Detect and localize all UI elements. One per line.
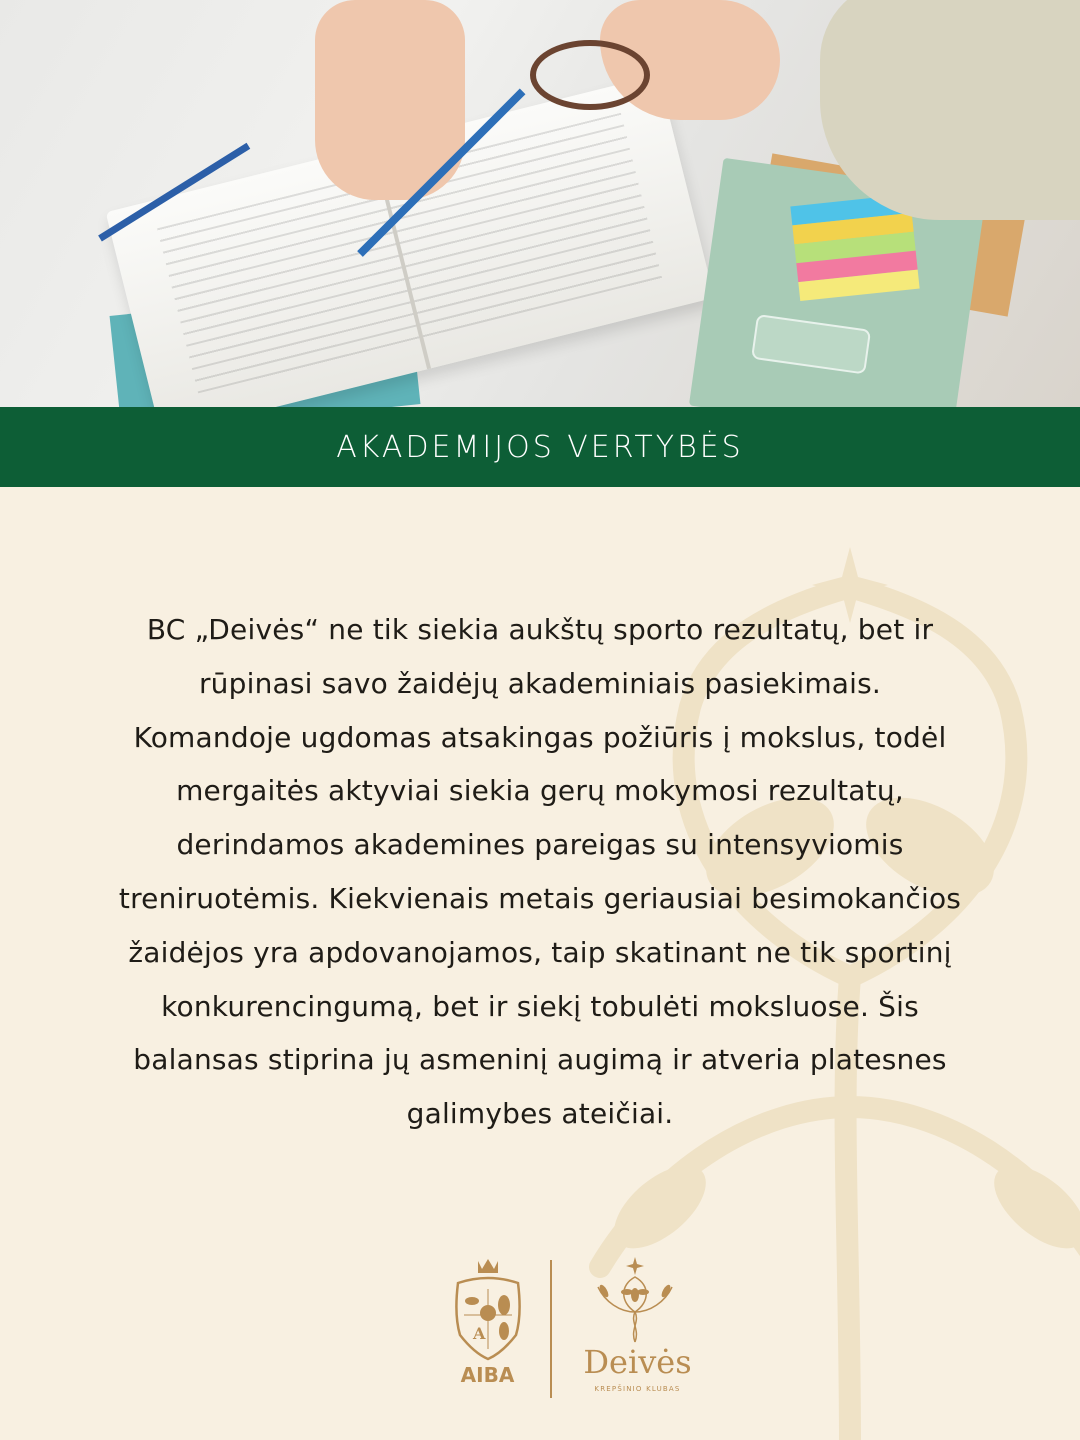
page-title: AKADEMIJOS VERTYBĖS: [336, 429, 744, 465]
content-area: [0, 487, 1080, 1440]
aiba-crest-letter: A: [473, 1324, 486, 1343]
body-line: mergaitės aktyviai siekia gerų mokymosi rezultatų,: [176, 774, 904, 808]
body-line: treniruotėmis. Kiekvienais metais geriausiai besimokančios: [118, 881, 962, 915]
body-line: Komandoje ugdomas atsakingas požiūris į mokslus, todėl: [133, 720, 947, 754]
logos-footer: [440, 1255, 700, 1405]
aiba-crest-icon: [450, 1255, 526, 1363]
title-banner: [0, 407, 1080, 487]
glasses-shape: [530, 40, 650, 110]
deives-logo-subtitle: KREPŠINIO KLUBAS: [594, 1385, 681, 1393]
deives-logo-text: Deivės: [583, 1343, 692, 1381]
body-line: derindamos akademines pareigas su intensyviomis: [176, 828, 904, 862]
body-line: rūpinasi savo žaidėjų akademiniais pasiekimais.: [198, 666, 882, 700]
deives-emblem-icon: [590, 1257, 680, 1347]
body-line: balansas stiprina jų asmeninį augimą ir atveria platesnes: [133, 1043, 947, 1077]
sleeve-shape: [820, 0, 1080, 220]
aiba-logo-text: AIBA: [460, 1363, 515, 1387]
body-line: konkurencingumą, bet ir siekį tobulėti moksluose. Šis: [161, 989, 919, 1023]
body-line: galimybes ateičiai.: [406, 1097, 674, 1131]
body-paragraph: [55, 603, 1025, 1141]
logo-divider: [550, 1260, 552, 1398]
body-line: BC „Deivės“ ne tik siekia aukštų sporto rezultatų, bet ir: [146, 613, 934, 646]
header-photo: [0, 0, 1080, 407]
body-line: žaidėjos yra apdovanojamos, taip skatinant ne tik sportinį: [128, 935, 952, 969]
